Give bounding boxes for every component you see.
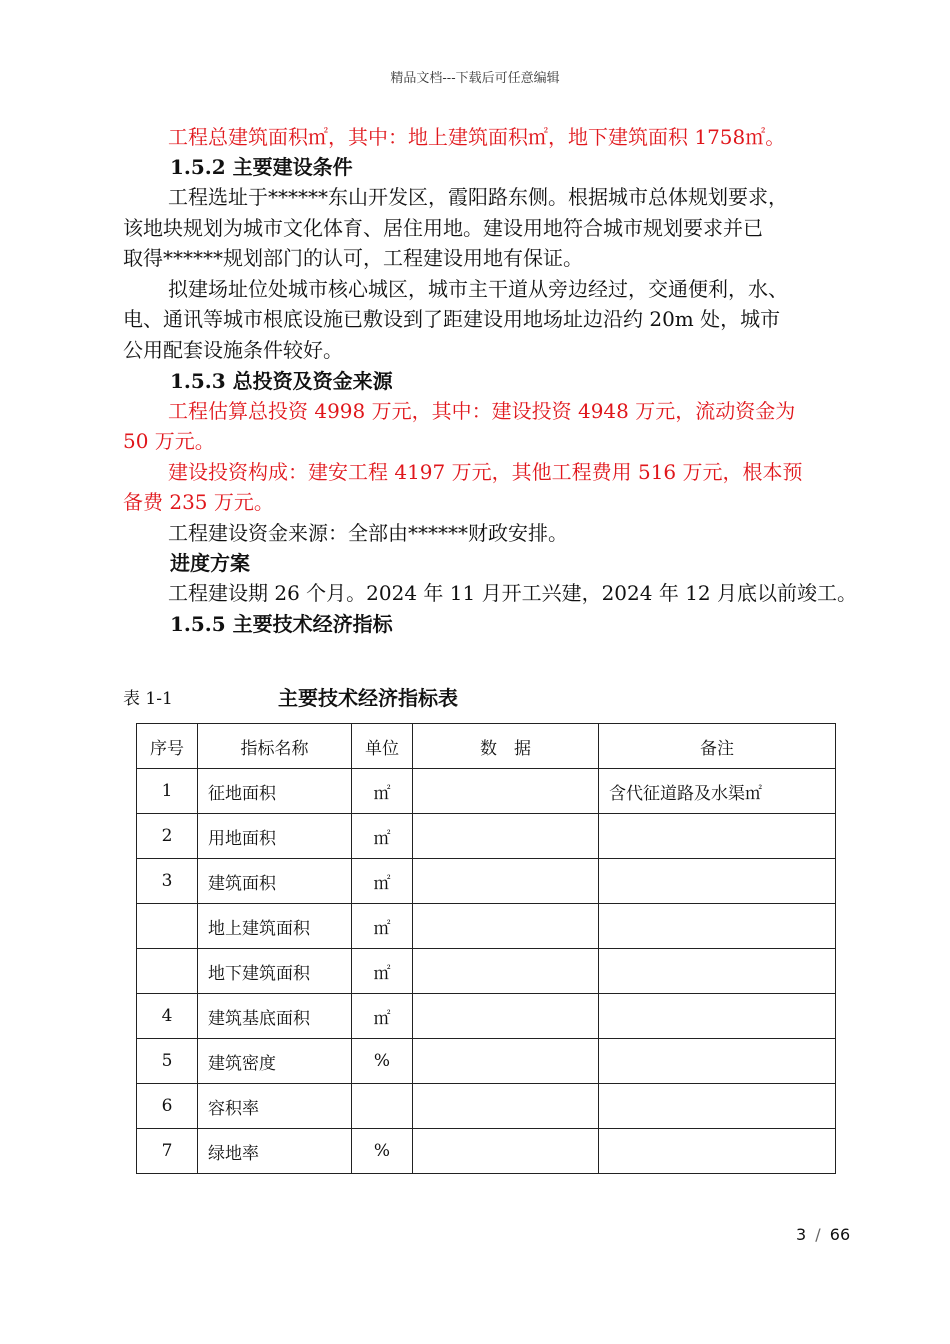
cell-unit: ㎡ <box>352 814 413 859</box>
section-heading-1-5-3: 1.5.3 总投资及资金来源 <box>170 369 393 393</box>
table-row <box>137 1084 836 1129</box>
table-row <box>137 949 836 994</box>
cell-note <box>599 1084 836 1129</box>
cell-note <box>599 1129 836 1174</box>
section-heading-1-5-5: 1.5.5 主要技术经济指标 <box>170 612 393 636</box>
funding-source-line: 工程建设资金来源：全部由******财政安排。 <box>168 521 568 545</box>
section-heading-1-5-2: 1.5.2 主要建设条件 <box>170 155 353 179</box>
schedule-heading: 进度方案 <box>170 551 250 575</box>
cell-data <box>413 814 599 859</box>
cell-data <box>413 1039 599 1084</box>
cell-note <box>599 994 836 1039</box>
cell-index: 5 <box>137 1039 198 1084</box>
col-header-data: 数 据 <box>413 724 599 769</box>
table-row <box>137 994 836 1039</box>
table-row <box>137 859 836 904</box>
table-row <box>137 769 836 814</box>
cell-name: 征地面积 <box>198 769 352 814</box>
cell-index: 1 <box>137 769 198 814</box>
cell-index: 2 <box>137 814 198 859</box>
cell-unit: % <box>352 1039 413 1084</box>
cell-unit: ㎡ <box>352 994 413 1039</box>
cell-note: 含代征道路及水渠㎡ <box>599 769 836 814</box>
cell-unit: ㎡ <box>352 859 413 904</box>
table-title: 主要技术经济指标表 <box>278 686 458 710</box>
investment-composition-line: 建设投资构成：建安工程 4197 万元，其他工程费用 516 万元，根本预 <box>168 460 803 484</box>
cell-name: 地上建筑面积 <box>198 904 352 949</box>
cell-data <box>413 949 599 994</box>
cell-data <box>413 1129 599 1174</box>
col-header-index: 序号 <box>137 724 198 769</box>
page-separator: / <box>815 1225 821 1244</box>
table-header-row <box>137 724 836 769</box>
current-page: 3 <box>796 1225 807 1244</box>
cell-unit: ㎡ <box>352 769 413 814</box>
cell-index <box>137 904 198 949</box>
table-number: 表 1-1 <box>123 689 173 709</box>
cell-unit: % <box>352 1129 413 1174</box>
cell-index <box>137 949 198 994</box>
cell-name: 地下建筑面积 <box>198 949 352 994</box>
cell-data <box>413 904 599 949</box>
cell-unit: ㎡ <box>352 949 413 994</box>
paragraph-line: 取得******规划部门的认可，工程建设用地有保证。 <box>123 246 583 270</box>
table-row <box>137 1039 836 1084</box>
technical-economic-table <box>136 723 836 1174</box>
table-row <box>137 1129 836 1174</box>
cell-note <box>599 814 836 859</box>
cell-data <box>413 994 599 1039</box>
col-header-note: 备注 <box>599 724 836 769</box>
table-row <box>137 904 836 949</box>
cell-name: 建筑密度 <box>198 1039 352 1084</box>
cell-name: 绿地率 <box>198 1129 352 1174</box>
total-pages: 66 <box>829 1225 851 1244</box>
cell-note <box>599 949 836 994</box>
page-header: 精品文档---下载后可任意编辑 <box>390 71 560 86</box>
cell-data <box>413 1084 599 1129</box>
paragraph-line: 拟建场址位处城市核心城区，城市主干道从旁边经过，交通便利，水、 <box>168 277 788 301</box>
investment-line: 工程估算总投资 4998 万元，其中：建设投资 4948 万元，流动资金为 <box>168 399 796 423</box>
cell-unit: ㎡ <box>352 904 413 949</box>
paragraph-line: 公用配套设施条件较好。 <box>123 338 343 362</box>
cell-unit <box>352 1084 413 1129</box>
paragraph-line: 工程选址于******东山开发区，霞阳路东侧。根据城市总体规划要求， <box>168 185 788 209</box>
table-row <box>137 814 836 859</box>
cell-note <box>599 859 836 904</box>
cell-name: 容积率 <box>198 1084 352 1129</box>
investment-line: 50 万元。 <box>123 429 215 453</box>
cell-name: 用地面积 <box>198 814 352 859</box>
cell-index: 7 <box>137 1129 198 1174</box>
cell-note <box>599 1039 836 1084</box>
cell-name: 建筑基底面积 <box>198 994 352 1039</box>
paragraph-line: 该地块规划为城市文化体育、居住用地。建设用地符合城市规划要求并已 <box>123 216 763 240</box>
cell-name: 建筑面积 <box>198 859 352 904</box>
cell-data <box>413 769 599 814</box>
cell-index: 6 <box>137 1084 198 1129</box>
paragraph-line: 电、通讯等城市根底设施已敷设到了距建设用地场址边沿约 20m 处，城市 <box>123 307 781 331</box>
col-header-name: 指标名称 <box>198 724 352 769</box>
schedule-line: 工程建设期 26 个月。2024 年 11 月开工兴建，2024 年 12 月底以前竣工。 <box>168 581 858 605</box>
investment-composition-line: 备费 235 万元。 <box>123 490 274 514</box>
total-area-line: 工程总建筑面积㎡，其中：地上建筑面积㎡，地下建筑面积 1758㎡。 <box>168 125 786 149</box>
cell-index: 4 <box>137 994 198 1039</box>
cell-data <box>413 859 599 904</box>
page-number <box>796 1225 850 1244</box>
col-header-unit: 单位 <box>352 724 413 769</box>
cell-index: 3 <box>137 859 198 904</box>
cell-note <box>599 904 836 949</box>
